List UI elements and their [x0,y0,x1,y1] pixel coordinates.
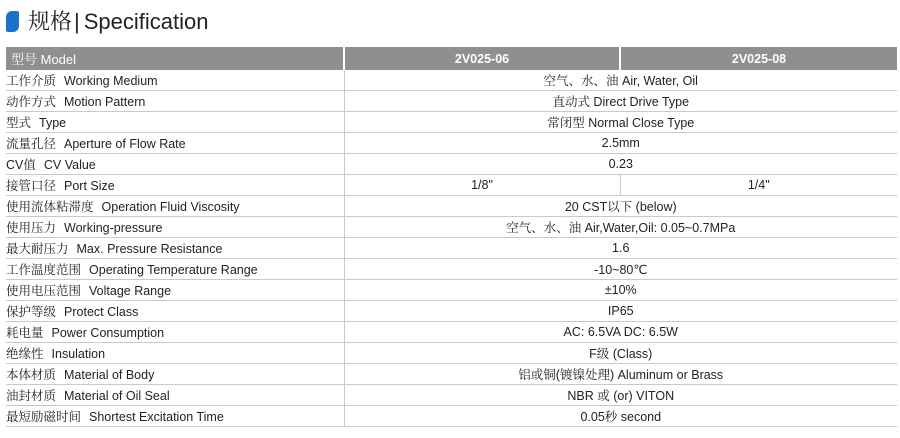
title-en: Specification [83,9,209,34]
spec-label-zh: 工作温度范围 [6,263,82,277]
spec-value: 空气、水、油 Air, Water, Oil [344,70,897,91]
spec-label-en: Working Medium [64,74,158,88]
spec-label-zh: 绝缘性 [6,347,44,361]
spec-label-zh: 接管口径 [6,179,57,193]
spec-value: AC: 6.5VA DC: 6.5W [344,322,897,343]
spec-value: 直动式 Direct Drive Type [344,91,897,112]
spec-label-zh: 型式 [6,116,32,130]
section-marker-icon [6,11,19,32]
spec-body [6,70,897,427]
spec-label-en: Material of Oil Seal [64,389,170,403]
spec-label-zh: 最大耐压力 [6,242,69,256]
spec-row [6,259,897,280]
title-zh: 规格 [28,9,73,34]
spec-label [6,280,344,301]
section-header [0,0,900,44]
spec-label-en: Operation Fluid Viscosity [101,200,240,214]
spec-row [6,364,897,385]
spec-label [6,259,344,280]
spec-value: 1.6 [344,238,897,259]
spec-label-en: Max. Pressure Resistance [76,242,223,256]
spec-label [6,133,344,154]
spec-value: 20 CST以下 (below) [344,196,897,217]
spec-label [6,385,344,406]
spec-value: 铝或铜(镀镍处理) Aluminum or Brass [344,364,897,385]
title-separator: | [74,9,80,34]
spec-label-zh: 保护等级 [6,305,57,319]
spec-label-en: Type [39,116,67,130]
spec-value: F级 (Class) [344,343,897,364]
spec-label-zh: 油封材质 [6,389,57,403]
spec-value: 1/8" [344,175,620,196]
spec-label [6,301,344,322]
spec-label-zh: 耗电量 [6,326,44,340]
spec-row [6,133,897,154]
spec-label-zh: 动作方式 [6,95,57,109]
spec-row [6,91,897,112]
spec-value: 1/4" [620,175,897,196]
spec-label [6,238,344,259]
spec-label-zh: 使用电压范围 [6,284,82,298]
spec-row [6,322,897,343]
spec-label [6,406,344,427]
spec-label-zh: 使用流体粘滞度 [6,200,94,214]
spec-label [6,175,344,196]
spec-label-en: Protect Class [64,305,139,319]
model-label: 型号 Model [6,47,344,70]
spec-row [6,112,897,133]
spec-label [6,322,344,343]
section-title [28,7,208,37]
spec-row [6,343,897,364]
spec-value: NBR 或 (or) VITON [344,385,897,406]
spec-header-row [6,47,897,70]
spec-row [6,301,897,322]
spec-row [6,385,897,406]
spec-value: 空气、水、油 Air,Water,Oil: 0.05~0.7MPa [344,217,897,238]
spec-row [6,238,897,259]
spec-label [6,196,344,217]
spec-label [6,343,344,364]
spec-row [6,280,897,301]
spec-label [6,217,344,238]
model-06: 2V025-06 [344,47,620,70]
spec-row [6,217,897,238]
spec-label-en: Voltage Range [89,284,172,298]
spec-label-en: Shortest Excitation Time [89,410,224,424]
spec-label [6,112,344,133]
spec-row [6,196,897,217]
spec-label-zh: CV值 [6,158,36,172]
spec-label-en: Operating Temperature Range [89,263,258,277]
spec-label [6,154,344,175]
spec-label-zh: 工作介质 [6,74,57,88]
spec-label-zh: 最短励磁时间 [6,410,82,424]
spec-value: IP65 [344,301,897,322]
spec-label-zh: 使用压力 [6,221,57,235]
spec-row [6,154,897,175]
spec-row [6,175,897,196]
spec-label-en: Aperture of Flow Rate [64,137,186,151]
model-08: 2V025-08 [620,47,897,70]
spec-label-zh: 本体材质 [6,368,57,382]
spec-value: 2.5mm [344,133,897,154]
spec-label-en: Insulation [51,347,106,361]
spec-row [6,70,897,91]
spec-label-en: Power Consumption [51,326,165,340]
spec-label-en: Working-pressure [64,221,163,235]
spec-value: -10~80℃ [344,259,897,280]
spec-table [6,47,897,427]
spec-label [6,91,344,112]
spec-label-en: Material of Body [64,368,155,382]
spec-label [6,364,344,385]
spec-row [6,406,897,427]
spec-label-en: CV Value [43,158,96,172]
spec-value: ±10% [344,280,897,301]
spec-value: 0.23 [344,154,897,175]
spec-value: 常闭型 Normal Close Type [344,112,897,133]
spec-label [6,70,344,91]
spec-value: 0.05秒 second [344,406,897,427]
spec-label-en: Port Size [64,179,115,193]
spec-label-zh: 流量孔径 [6,137,57,151]
spec-label-en: Motion Pattern [64,95,146,109]
